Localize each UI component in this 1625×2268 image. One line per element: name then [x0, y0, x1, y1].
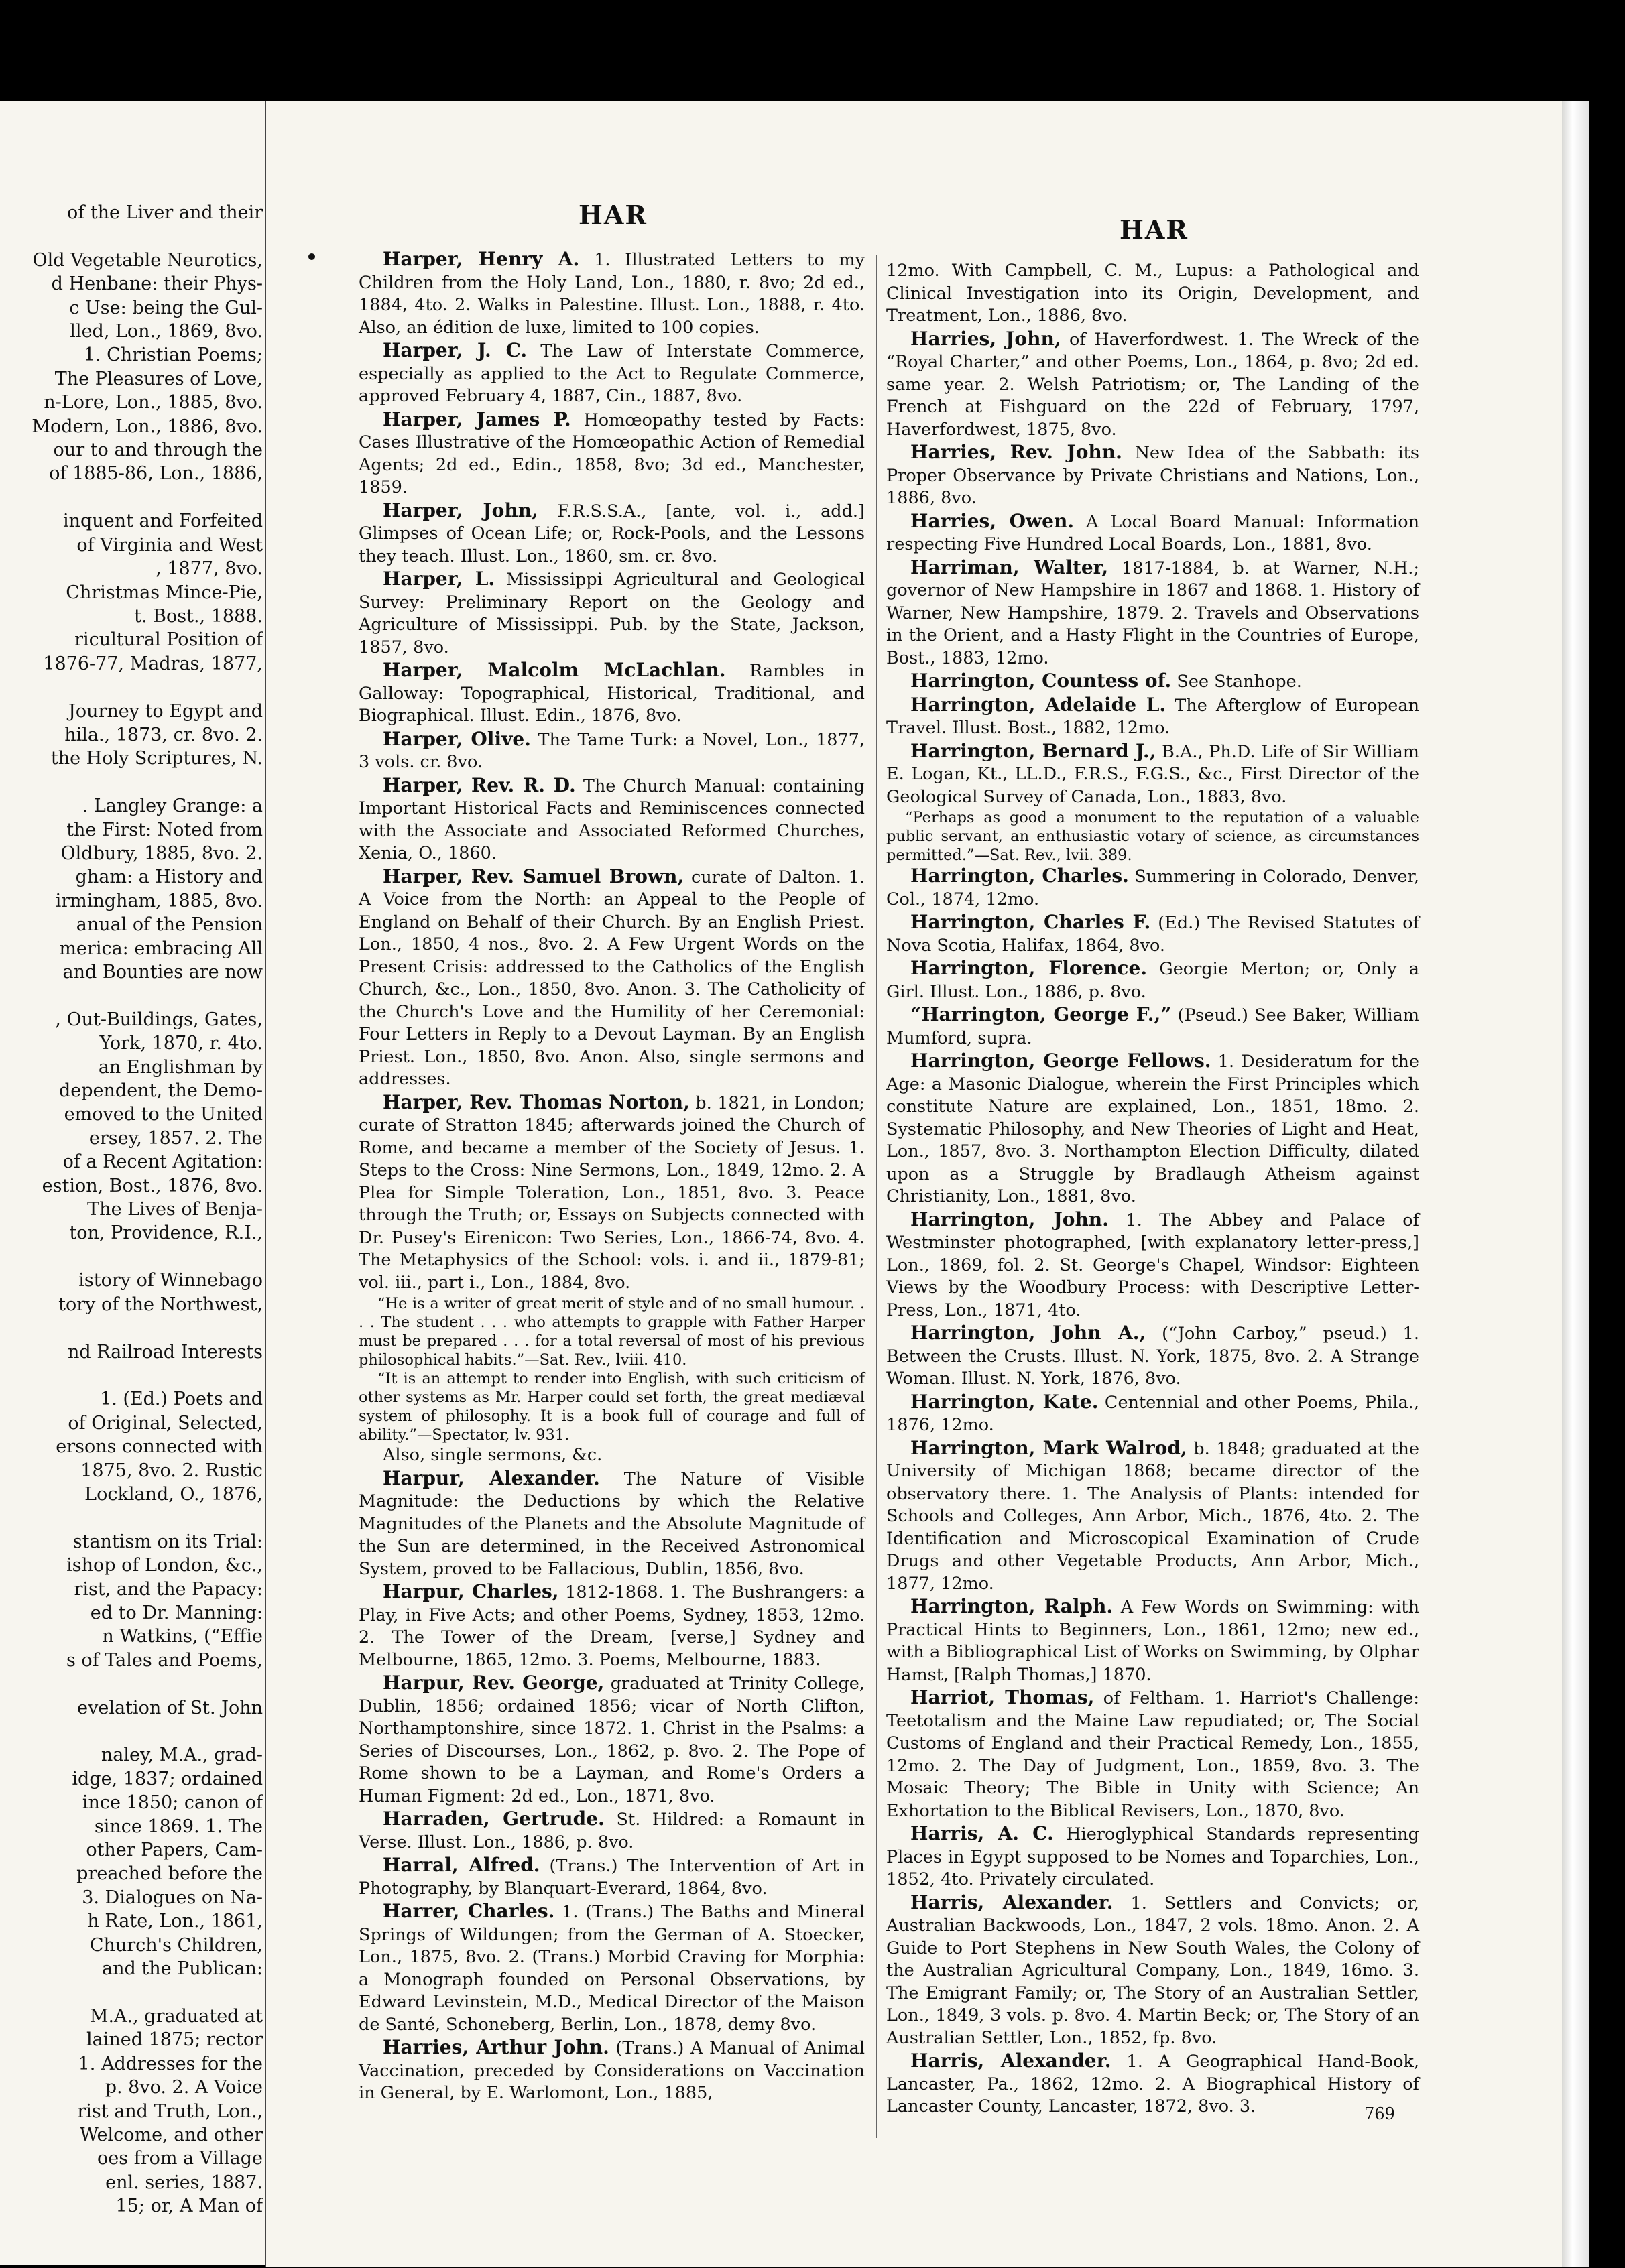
dictionary-entry [886, 1322, 1419, 1391]
previous-page-line: , 1877, 8vo. [156, 558, 263, 580]
entry-headword: Harrington, Adelaide L. [910, 693, 1166, 716]
dictionary-entry [359, 1580, 865, 1672]
dictionary-entry [359, 774, 865, 865]
page-number: 769 [1364, 2104, 1395, 2123]
previous-page-line: gham: a History and [75, 867, 263, 888]
entry-text: 1. Illustrated Letters to my Children from the Holy Land, Lon., 1880, r. 8vo; 2d ed., 1884, 4to. 2. Walks in Palestine. Illust. Lon., 1888, r. 4to. Also, an édition de luxe, limited to 100 copies. [359, 250, 865, 338]
entry-text: (Pseud.) See Baker, William Mumford, supra. [886, 1005, 1420, 1048]
entry-note: Also, single sermons, &c. [383, 1445, 603, 1465]
previous-page-line: estion, Bost., 1876, 8vo. [42, 1175, 263, 1196]
previous-page-line: the First: Noted from [66, 819, 263, 840]
entry-text: Homœopathy tested by Facts: Cases Illustrative of the Homœopathic Action of Remedial Agents; 2d ed., Edin., 1858, 8vo; 3d ed., Manchester, 1859. [359, 410, 865, 497]
previous-page-line: lled, Lon., 1869, 8vo. [70, 321, 263, 342]
previous-page-line: Oldbury, 1885, 8vo. 2. [60, 842, 263, 864]
entry-headword: Harper, Malcolm McLachlan. [383, 659, 726, 681]
dictionary-entry [359, 248, 865, 339]
dictionary-entry [359, 1091, 865, 1295]
column-divider [876, 255, 877, 2138]
previous-page-line: enl. series, 1887. [105, 2171, 263, 2193]
previous-page-line: preached before the [76, 1863, 263, 1885]
previous-page-line: irmingham, 1885, 8vo. [55, 890, 263, 911]
dictionary-entry [886, 1595, 1419, 1686]
entry-text: Centennial and other Poems, Phila., 1876, 12mo. [886, 1392, 1419, 1435]
column-left [359, 248, 865, 2105]
dictionary-entry [886, 1391, 1419, 1437]
previous-page-line [0, 486, 263, 509]
entry-headword: Harrington, Charles. [910, 865, 1129, 887]
previous-page-line [0, 1672, 263, 1696]
previous-page-line: Journey to Egypt and [68, 700, 263, 722]
entry-headword: Harpur, Alexander. [383, 1466, 600, 1489]
previous-page-line [0, 1506, 263, 1529]
entry-headword: Harper, James P. [383, 407, 571, 430]
previous-page-line [0, 1316, 263, 1340]
previous-page-line [0, 1720, 263, 1743]
entry-headword: Harris, Alexander. [910, 2050, 1111, 2072]
entry-text: Hieroglyphical Standards representing Places in Egypt supposed to be Nomes and Toparchies, Lon., 1852, 4to. Privately circulated. [886, 1824, 1420, 1889]
entry-text: graduated at Trinity College, Dublin, 1856; ordained 1856; vicar of North Clifton, Northamptonshire, since 1872. 1. Christ in the Psalms: a Series of Discourses, Lon., 1862, p. 8vo. 2. The Pope of Rome shown to be a Layman, and Rome's Orders a Human Figment: 2d ed., Lon., 1871, 8vo. [359, 1674, 865, 1806]
entry-headword: Harrington, John. [910, 1208, 1109, 1231]
entry-headword: Harrington, John A., [910, 1322, 1146, 1344]
review-quote: “He is a writer of great merit of style and of no small humour. . . . The student . . . who attempts to grapple with Father Harper must be prepared . . . for a total reversal of most of his previous philosophical habits.”—Sat. Rev., lviii. 410. [359, 1295, 865, 1369]
previous-page-line: of the Liver and their [66, 202, 263, 223]
entry-text: The Afterglow of European Travel. Illust. Bost., 1882, 12mo. [886, 695, 1419, 738]
review-quote: “Perhaps as good a monument to the reputation of a valuable public servant, an enthusiastic votary of science, as circumstances permitted.”—Sat. Rev., lvii. 389. [886, 809, 1419, 864]
previous-page-line: Christmas Mince-Pie, [66, 582, 263, 603]
dictionary-entry [359, 408, 865, 499]
entry-text: (Trans.) A Manual of Animal Vaccination, preceded by Considerations on Vaccination in General, by E. Warlomont, Lon., 1885, [359, 2038, 865, 2103]
entry-text: curate of Dalton. 1. A Voice from the North: an Appeal to the People of England on Behalf of their Church. By an English Priest. Lon., 1850, 4 nos., 8vo. 2. A Few Urgent Words on the Present Crisis: addressed to the Catholics of the English Church, &c., Lon., 1850, 8vo. Anon. 3. The Catholicity of the Church's Love and the Humility of her Ceremonial: Four Letters in Reply to a Devout Layman. By an English Priest. Lon., 1850, 8vo. Anon. Also, single sermons and addresses. [359, 867, 865, 1089]
entry-headword: Harris, Alexander. [910, 1891, 1114, 1913]
previous-page-line: other Papers, Cam- [86, 1840, 263, 1861]
entry-headword: Harriot, Thomas, [910, 1686, 1095, 1708]
previous-page-line: ishop of London, &c., [66, 1555, 263, 1576]
previous-page-line: Old Vegetable Neurotics, [32, 249, 263, 271]
previous-page-line: n-Lore, Lon., 1885, 8vo. [44, 392, 263, 414]
entry-text: Mississippi Agricultural and Geological Survey: Preliminary Report on the Geology and Agriculture of Mississippi. Pub. by the State, Jackson, 1857, 8vo. [359, 570, 865, 657]
previous-page-line: 1876-77, Madras, 1877, [43, 653, 263, 674]
entry-headword: Harper, L. [383, 568, 495, 590]
previous-page-line: rist and Truth, Lon., [77, 2100, 263, 2122]
previous-page-line: 1. (Ed.) Poets and [100, 1389, 263, 1410]
previous-page-line: naley, M.A., grad- [101, 1745, 263, 1766]
previous-page-line [0, 1980, 263, 2004]
previous-page-line: evelation of St. John [77, 1697, 263, 1718]
entry-text: of Haverfordwest. 1. The Wreck of the “Royal Charter,” and other Poems, Lon., 1864, p. 8vo; 2d ed. same year. 2. Welsh Patriotism; or, The Landing of the French at Fishguard on the 22d of February, 1797, Haverfordwest, 1875, 8vo. [886, 329, 1419, 440]
dictionary-entry [359, 659, 865, 728]
previous-page-line: 1. Addresses for the [78, 2053, 263, 2074]
previous-page-line: since 1869. 1. The [94, 1816, 263, 1837]
previous-page-line: idge, 1837; ordained [72, 1768, 263, 1789]
entry-headword: Harrington, Countess of. [910, 670, 1172, 692]
dictionary-entry [359, 1900, 865, 2036]
entry-headword: Harper, Rev. Thomas Norton, [383, 1090, 690, 1113]
previous-page-line: istory of Winnebago [78, 1270, 263, 1292]
entry-text: (Ed.) The Revised Statutes of Nova Scotia, Halifax, 1864, 8vo. [886, 913, 1419, 956]
entry-text: St. Hildred: a Romaunt in Verse. Illust. Lon., 1886, p. 8vo. [359, 1810, 865, 1852]
dictionary-entry [886, 1822, 1419, 1891]
dictionary-entry [886, 911, 1419, 957]
previous-page-line: dependent, the Demo- [59, 1080, 263, 1102]
dictionary-entry [359, 1672, 865, 1808]
previous-page-line: Modern, Lon., 1886, 8vo. [32, 416, 263, 437]
previous-page-line: nd Railroad Interests [67, 1341, 263, 1363]
dictionary-entry [886, 670, 1419, 694]
entry-headword: Harper, Olive. [383, 727, 531, 750]
previous-page-line: of Original, Selected, [68, 1412, 263, 1434]
entry-headword: Harries, Arthur John. [383, 2036, 609, 2058]
dictionary-entry [359, 865, 865, 1091]
dictionary-entry [886, 1437, 1419, 1596]
entry-text: 1. Desideratum for the Age: a Masonic Dialogue, wherein the First Principles which constitute Nature are explained, Lon., 1851, 18mo. 2. Systematic Philosophy, and New Theories of Light and Heat, Lon., 1857, 8vo. 3. Northampton Election Difficulty, dilated upon as a Struggle by Bradlaugh Atheism against Christianity, Lon., 1881, 8vo. [886, 1052, 1419, 1206]
entry-text: 1. (Trans.) The Baths and Mineral Springs of Wildungen; from the German of A. Stoecker, Lon., 1875, 8vo. 2. (Trans.) Morbid Craving for Morphia: a Monograph founded on Personal Observations, by Edward Levinstein, M.D., Medical Director of the Maison de Santé, Schoneberg, Berlin, Lon., 1878, demy 8vo. [359, 1902, 865, 2035]
previous-page-line: York, 1870, r. 4to. [99, 1033, 263, 1054]
dictionary-entry [359, 1808, 865, 1854]
entry-text: New Idea of the Sabbath: its Proper Observance by Private Christians and Nations, Lon., 1886, 8vo. [886, 443, 1419, 508]
column-right [886, 260, 1419, 2119]
previous-page-line [0, 676, 263, 699]
entry-headword: Harries, John, [910, 327, 1061, 350]
previous-page-line: 1. Christian Poems; [83, 344, 263, 366]
entry-text: A Few Words on Swimming: with Practical Hints to Beginners, Lon., 1861, 12mo; new ed., with a Bibliographical List of Works on Swimming, by Olphar Hamst, [Ralph Thomas,] 1870. [886, 1597, 1419, 1685]
entry-text: 1. A Geographical Hand-Book, Lancaster, Pa., 1862, 12mo. 2. A Biographical History of Lancaster County, Lancaster, 1872, 8vo. 3. [886, 2052, 1419, 2117]
entry-text: A Local Board Manual: Information respecting Five Hundred Local Boards, Lon., 1881, 8vo. [886, 511, 1420, 554]
previous-page-line: of Virginia and West [76, 534, 263, 556]
dictionary-entry [359, 339, 865, 408]
dictionary-entry [886, 957, 1419, 1003]
dictionary-entry [886, 1003, 1419, 1050]
entry-headword: Harrington, George Fellows. [910, 1050, 1211, 1072]
entry-headword: Harrington, Bernard J., [910, 739, 1156, 762]
entry-headword: Harral, Alfred. [383, 1854, 540, 1876]
dictionary-entry [886, 441, 1419, 510]
previous-page-line: d Henbane: their Phys- [51, 273, 263, 295]
entry-headword: Harraden, Gertrude. [383, 1808, 605, 1830]
entry-headword: Harrington, Ralph. [910, 1595, 1114, 1617]
entry-headword: Harrer, Charles. [383, 1900, 555, 1922]
dictionary-entry [886, 1891, 1419, 2050]
previous-page-line: an Englishman by [98, 1056, 263, 1078]
entry-text: Georgie Merton; or, Only a Girl. Illust. Lon., 1886, p. 8vo. [886, 959, 1419, 1002]
previous-page-line: 15; or, A Man of [115, 2196, 263, 2217]
previous-page-line: rist, and the Papacy: [74, 1578, 263, 1600]
previous-page-line: of a Recent Agitation: [62, 1151, 263, 1173]
dictionary-entry [886, 510, 1419, 556]
entry-headword: Harrington, Charles F. [910, 911, 1151, 933]
entry-headword: Harris, A. C. [910, 1822, 1054, 1844]
entry-headword: Harriman, Walter, [910, 556, 1109, 578]
previous-page-line: . Langley Grange: a [82, 796, 263, 817]
entry-headword: Harrington, Mark Walrod, [910, 1436, 1187, 1459]
entry-text: 1. Settlers and Convicts; or, Australian Backwoods, Lon., 1847, 2 vols. 18mo. Anon. 2. A Guide to Port Stephens in New South Wales, the Colony of the Australian Agricultural Company, Lon., 1849, 16mo. 3. The Emigrant Family; or, The Story of an Australian Settler, Lon., 1849, 3 vols. p. 8vo. 4. Martin Beck; or, The Story of an Australian Settler, Lon., 1852, fp. 8vo. [886, 1893, 1419, 2048]
dictionary-entry [359, 499, 865, 568]
entry-text: b. 1821, in London; curate of Stratton 1845; afterwards joined the Church of Rome, and became a member of the Society of Jesus. 1. Steps to the Cross: Nine Sermons, Lon., 1849, 12mo. 2. A Plea for Simple Toleration, Lon., 1851, 8vo. 3. Peace through the Truth; or, Essays on Subjects connected with Dr. Pusey's Eirenicon: Two Series, Lon., 1866-74, 8vo. 4. The Metaphysics of the School: vols. i. and ii., 1879-81; vol. iii., part i., Lon., 1884, 8vo. [359, 1092, 865, 1293]
dictionary-entry [886, 2050, 1419, 2119]
entry-headword: Harper, Rev. Samuel Brown, [383, 865, 684, 887]
dictionary-entry [886, 694, 1419, 740]
previous-page-line: of 1885-86, Lon., 1886, [49, 463, 263, 485]
previous-page-line: merica: embracing All [59, 938, 263, 959]
entry-text: The Tame Turk: a Novel, Lon., 1877, 3 vols. cr. 8vo. [359, 729, 865, 772]
previous-page-line: and the Publican: [102, 1958, 263, 1980]
previous-page-line: Church's Children, [89, 1934, 263, 1956]
previous-page-line [0, 984, 263, 1007]
previous-page-line: inquent and Forfeited [63, 511, 263, 532]
dictionary-entry [886, 865, 1419, 911]
previous-page-line: ersons connected with [56, 1436, 263, 1458]
entry-headword: Harries, Owen. [910, 509, 1075, 532]
previous-page-line: c Use: being the Gul- [69, 297, 263, 318]
dictionary-entry [359, 1467, 865, 1581]
dictionary-entry [886, 1050, 1419, 1208]
previous-page-line: the Holy Scriptures, N. [50, 748, 263, 769]
previous-page-line [0, 771, 263, 794]
entry-text: (Trans.) The Intervention of Art in Photography, by Blanquart-Everard, 1864, 8vo. [359, 1856, 865, 1899]
running-head-left: HAR [579, 200, 648, 230]
previous-page-line: The Lives of Benja- [87, 1199, 263, 1220]
previous-page-line: ton, Providence, R.I., [69, 1222, 263, 1244]
previous-page-line: Welcome, and other [79, 2124, 263, 2145]
review-quote: “It is an attempt to render into English, with such criticism of other systems as Mr. Harper could set forth, the great mediæval system of philosophy. It is a book full of courage and full of ability.”—Spectator, lv. 931. [359, 1370, 865, 1444]
previous-page-text [0, 201, 263, 2218]
entry-headword: Harper, Henry A. [383, 248, 580, 270]
entry-headword: Harper, J. C. [383, 339, 528, 361]
entry-text: The Law of Interstate Commerce, especially as applied to the Act to Regulate Commerce, approved February 4, 1887, Cin., 1887, 8vo. [359, 341, 865, 406]
previous-page-line: ricultural Position of [74, 629, 263, 651]
entry-text: of Feltham. 1. Harriot's Challenge: Teetotalism and the Maine Law repudiated; or, The Social Customs of England and their Practical Remedy, Lon., 1855, 12mo. 2. The Day of Judgment, Lon., 1859, 8vo. 3. The Mosaic Theory; The Bible in Unity with Science; An Exhortation to the Biblical Revisers, Lon., 1870, 8vo. [886, 1688, 1419, 1821]
previous-page-line: p. 8vo. 2. A Voice [105, 2077, 263, 2098]
entry-headword: “Harrington, George F.,” [910, 1003, 1172, 1025]
previous-page-line [0, 225, 263, 248]
entry-headword: Harrington, Kate. [910, 1390, 1099, 1413]
previous-page-line: emoved to the United [64, 1104, 263, 1125]
previous-page-line: n Watkins, (“Effie [102, 1626, 263, 1647]
previous-page-line: our to and through the [53, 440, 263, 461]
entry-headword: Harpur, Rev. George, [383, 1672, 605, 1694]
previous-page-line: , Out-Buildings, Gates, [55, 1009, 263, 1030]
entry-headword: Harrington, Florence. [910, 957, 1148, 979]
dictionary-entry [359, 568, 865, 659]
previous-page-line: ed to Dr. Manning: [90, 1602, 263, 1623]
entry-text: Summering in Colorado, Denver, Col., 1874, 12mo. [886, 867, 1419, 909]
previous-page-line: t. Bost., 1888. [134, 605, 263, 627]
entry-headword: Harper, John, [383, 499, 538, 521]
dictionary-entry [359, 1854, 865, 1900]
previous-page-line: 3. Dialogues on Na- [82, 1887, 263, 1908]
previous-page-line: M.A., graduated at [89, 2005, 263, 2027]
entry-text: 1. The Abbey and Palace of Westminster photographed, [with explanatory letter-press,] Lon., 1869, fol. 2. St. George's Chapel, Windsor: Eighteen Views by the Woodbury Process: with Descriptive Letter-Press, Lon., 1871, 4to. [886, 1210, 1419, 1320]
entry-text: Rambles in Galloway: Topographical, Historical, Traditional, and Biographical. Illust. Edin., 1876, 8vo. [359, 661, 865, 726]
entry-text: b. 1848; graduated at the University of Michigan 1868; became director of the observatory there. 1. The Analysis of Plants: intended for Schools and Colleges, Ann Arbor, Mich., 1876, 4to. 2. The Identification and Microscopical Examination of Crude Drugs and other Vegetable Products, Ann Arbor, Mich., 1877, 12mo. [886, 1438, 1420, 1594]
previous-page-line: The Pleasures of Love, [54, 368, 263, 389]
previous-page-line: s of Tales and Poems, [66, 1649, 263, 1671]
entry-text: See Stanhope. [1171, 672, 1302, 692]
previous-page-line: stantism on its Trial: [72, 1531, 263, 1552]
entry-text: 1817-1884, b. at Warner, N.H.; governor of New Hampshire in 1867 and 1868. 1. History of Warner, New Hampshire, 1879. 2. Travels and Observations in the Orient, and a Hasty Flight in the Countries of Europe, Bost., 1883, 12mo. [886, 558, 1419, 668]
previous-page-line: and Bounties are now [62, 962, 263, 983]
previous-page-line: hila., 1873, cr. 8vo. 2. [64, 724, 263, 745]
previous-page-line: lained 1875; rector [86, 2029, 263, 2051]
previous-page-line [0, 1245, 263, 1269]
entry-text: (“John Carboy,” pseud.) 1. Between the Crusts. Illust. N. York, 1875, 8vo. 2. A Strange Woman. Illust. N. York, 1876, 8vo. [886, 1324, 1419, 1389]
dictionary-entry [886, 1208, 1419, 1322]
page-edge [1562, 101, 1589, 2267]
entry-headword: Harpur, Charles, [383, 1580, 559, 1602]
previous-page-line: tory of the Northwest, [58, 1294, 263, 1315]
previous-page-line: Lockland, O., 1876, [84, 1483, 263, 1505]
dictionary-entry [359, 2036, 865, 2105]
entry-headword: Harper, Rev. R. D. [383, 773, 576, 796]
entry-text: B.A., Ph.D. Life of Sir William E. Logan, Kt., LL.D., F.R.S., F.G.S., &c., First Director of the Geological Survey of Canada, Lon., 1883, 8vo. [886, 741, 1419, 807]
dictionary-entry [886, 740, 1419, 809]
previous-page-line: ince 1850; canon of [82, 1792, 263, 1814]
previous-page [0, 101, 276, 2265]
entry-text: The Nature of Visible Magnitude: the Deductions by which the Relative Magnitudes of the Planets and the Absolute Magnitude of the Sun are determined, in the Received Astronomical System, proved to be Fallacious, Dublin, 1856, 8vo. [359, 1468, 865, 1579]
previous-page-line: ersey, 1857. 2. The [88, 1127, 263, 1149]
previous-page-line: anual of the Pension [76, 914, 263, 936]
dictionary-entry [359, 728, 865, 774]
entry-continuation: 12mo. With Campbell, C. M., Lupus: a Pathological and Clinical Investigation into its Origin, Development, and Treatment, Lon., 1886, 8vo. [886, 261, 1419, 326]
entry-text: 1812-1868. 1. The Bushrangers: a Play, in Five Acts; and other Poems, Sydney, 1853, 12mo. 2. The Tower of the Dream, [verse,] Sydney and Melbourne, 1865, 12mo. 3. Poems, Melbourne, 1883. [359, 1582, 865, 1670]
dictionary-entry [886, 328, 1419, 442]
entry-text: F.R.S.S.A., [ante, vol. i., add.] Glimpses of Ocean Life; or, Rock-Pools, and the Lessons they teach. Illust. Lon., 1860, sm. cr. 8vo. [359, 501, 865, 566]
previous-page-line [0, 1364, 263, 1387]
previous-page-line: 1875, 8vo. 2. Rustic [80, 1460, 263, 1481]
running-head-right: HAR [1120, 214, 1189, 245]
entry-text: The Church Manual: containing Important Historical Facts and Reminiscences connected with the Associate and Associated Reformed Churches, Xenia, O., 1860. [359, 775, 865, 863]
dictionary-entry [886, 1686, 1419, 1822]
previous-page-line: h Rate, Lon., 1861, [87, 1911, 263, 1932]
ink-mark [308, 253, 315, 260]
entry-headword: Harries, Rev. John. [910, 441, 1122, 463]
previous-page-line: oes from a Village [97, 2148, 263, 2169]
dictionary-entry [886, 556, 1419, 670]
